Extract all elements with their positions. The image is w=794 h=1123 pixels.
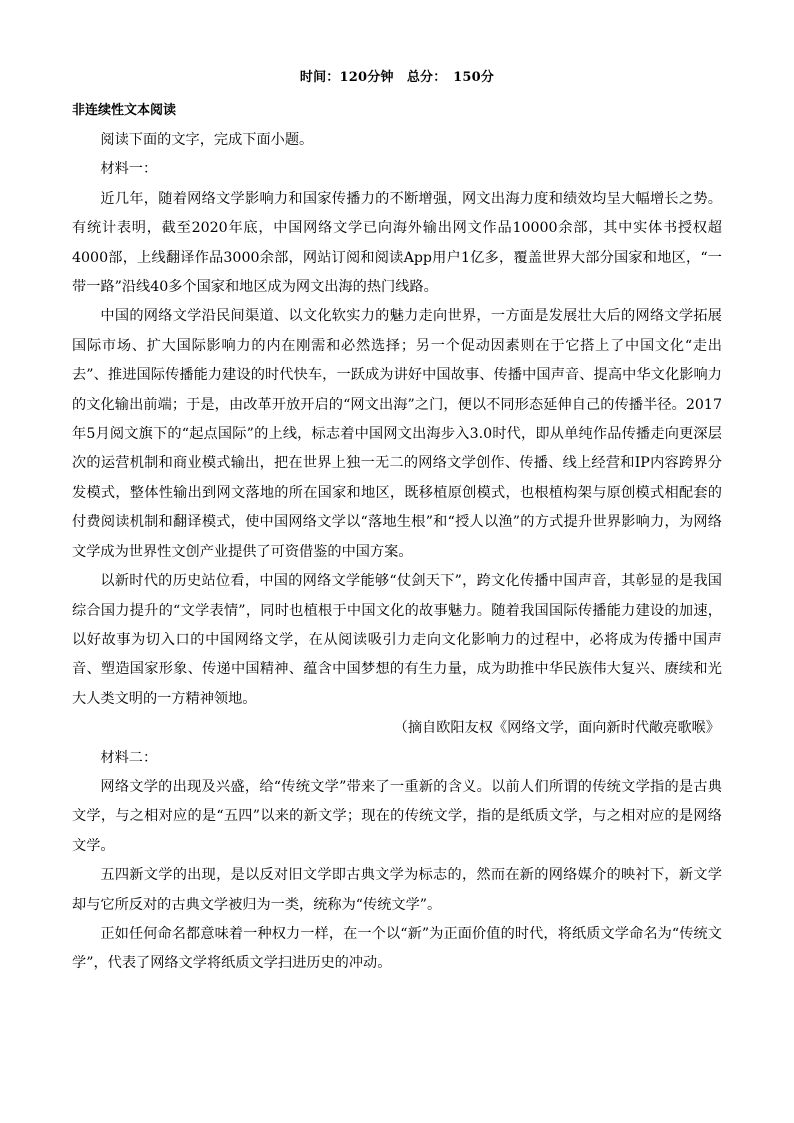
material-one-paragraph-1: 近几年，随着网络文学影响力和国家传播力的不断增强，网文出海力度和绩效均呈大幅增长之势。有统计表明，截至2020年底，中国网络文学已向海外输出网文作品10000余部，其中实体书授权超4000部，上线翻译作品3000余部，网站订阅和阅读App用户1亿多，覆盖世界大部分国家和地区，“一带一路”沿线40多个国家和地区成为网文出海的热门线路。 bbox=[72, 190, 722, 296]
material-one-label: 材料一： bbox=[100, 161, 158, 178]
exam-header: 时间：120分钟 总分： 150分 bbox=[299, 70, 495, 85]
material-two-paragraph-2: 五四新文学的出现，是以反对旧文学即古典文学为标志的，然而在新的网络媒介的映衬下，新文学却与它所反对的古典文学被归为一类，统称为“传统文学”。 bbox=[72, 867, 722, 913]
material-one-paragraph-3: 以新时代的历史站位看，中国的网络文学能够“仗剑天下”，跨文化传播中国声音，其彰显的是我国综合国力提升的“文学表情”，同时也植根于中国文化的故事魅力。随着我国国际传播能力建设的加速，以好故事为切入口的中国网络文学，在从阅读吸引力走向文化影响力的过程中，必将成为传播中国声音、塑造国家形象、传递中国精神、蕴含中国梦想的有生力量，成为助推中华民族伟大复兴、赓续和光大人类文明的一方精神领地。 bbox=[72, 573, 722, 707]
material-two-label: 材料二： bbox=[100, 749, 158, 766]
section-title: 非连续性文本阅读 bbox=[72, 103, 177, 118]
instruction-paragraph: 阅读下面的文字，完成下面小题。 bbox=[100, 132, 314, 148]
material-one-paragraph-2: 中国的网络文学沿民间渠道、以文化软实力的魅力走向世界，一方面是发展壮大后的网络文学拓展国际市场、扩大国际影响力的内在刚需和必然选择；另一个促动因素则在于它搭上了中国文化“走出去”、推进国际传播能力建设的时代快车，一跃成为讲好中国故事、传播中国声音、提高中华文化影响力的文化输出前端；于是，由改革开放开启的“网文出海”之门，便以不同形态延伸自己的传播半径。2017年5月阅文旗下的“起点国际”的上线，标志着中国网文出海步入3.0时代，即从单纯作品传播走向更深层次的运营机制和商业模式输出，把在世界上独一无二的网络文学创作、传播、线上经营和IP内容跨界分发模式，整体性输出到网文落地的所在国家和地区，既移植原创模式，也根植构架与原创模式相配套的付费阅读机制和翻译模式，使中国网络文学以“落地生根”和“授人以渔”的方式提升世界影响力，为网络文学成为世界性文创产业提供了可资借鉴的中国方案。 bbox=[72, 308, 722, 560]
material-two-paragraph-1: 网络文学的出现及兴盛，给“传统文学”带来了一重新的含义。以前人们所谓的传统文学指的是古典文学，与之相对应的是“五四”以来的新文学；现在的传统文学，指的是纸质文学，与之相对应的是网络文学。 bbox=[72, 778, 722, 854]
material-one-source: （摘自欧阳友权《网络文学，面向新时代敞亮歌喉》 bbox=[393, 720, 720, 737]
document-body bbox=[72, 126, 722, 979]
material-two-paragraph-3: 正如任何命名都意味着一种权力一样，在一个以“新”为正面价值的时代，将纸质文学命名为“传统文学”，代表了网络文学将纸质文学扫进历史的冲动。 bbox=[72, 925, 722, 972]
